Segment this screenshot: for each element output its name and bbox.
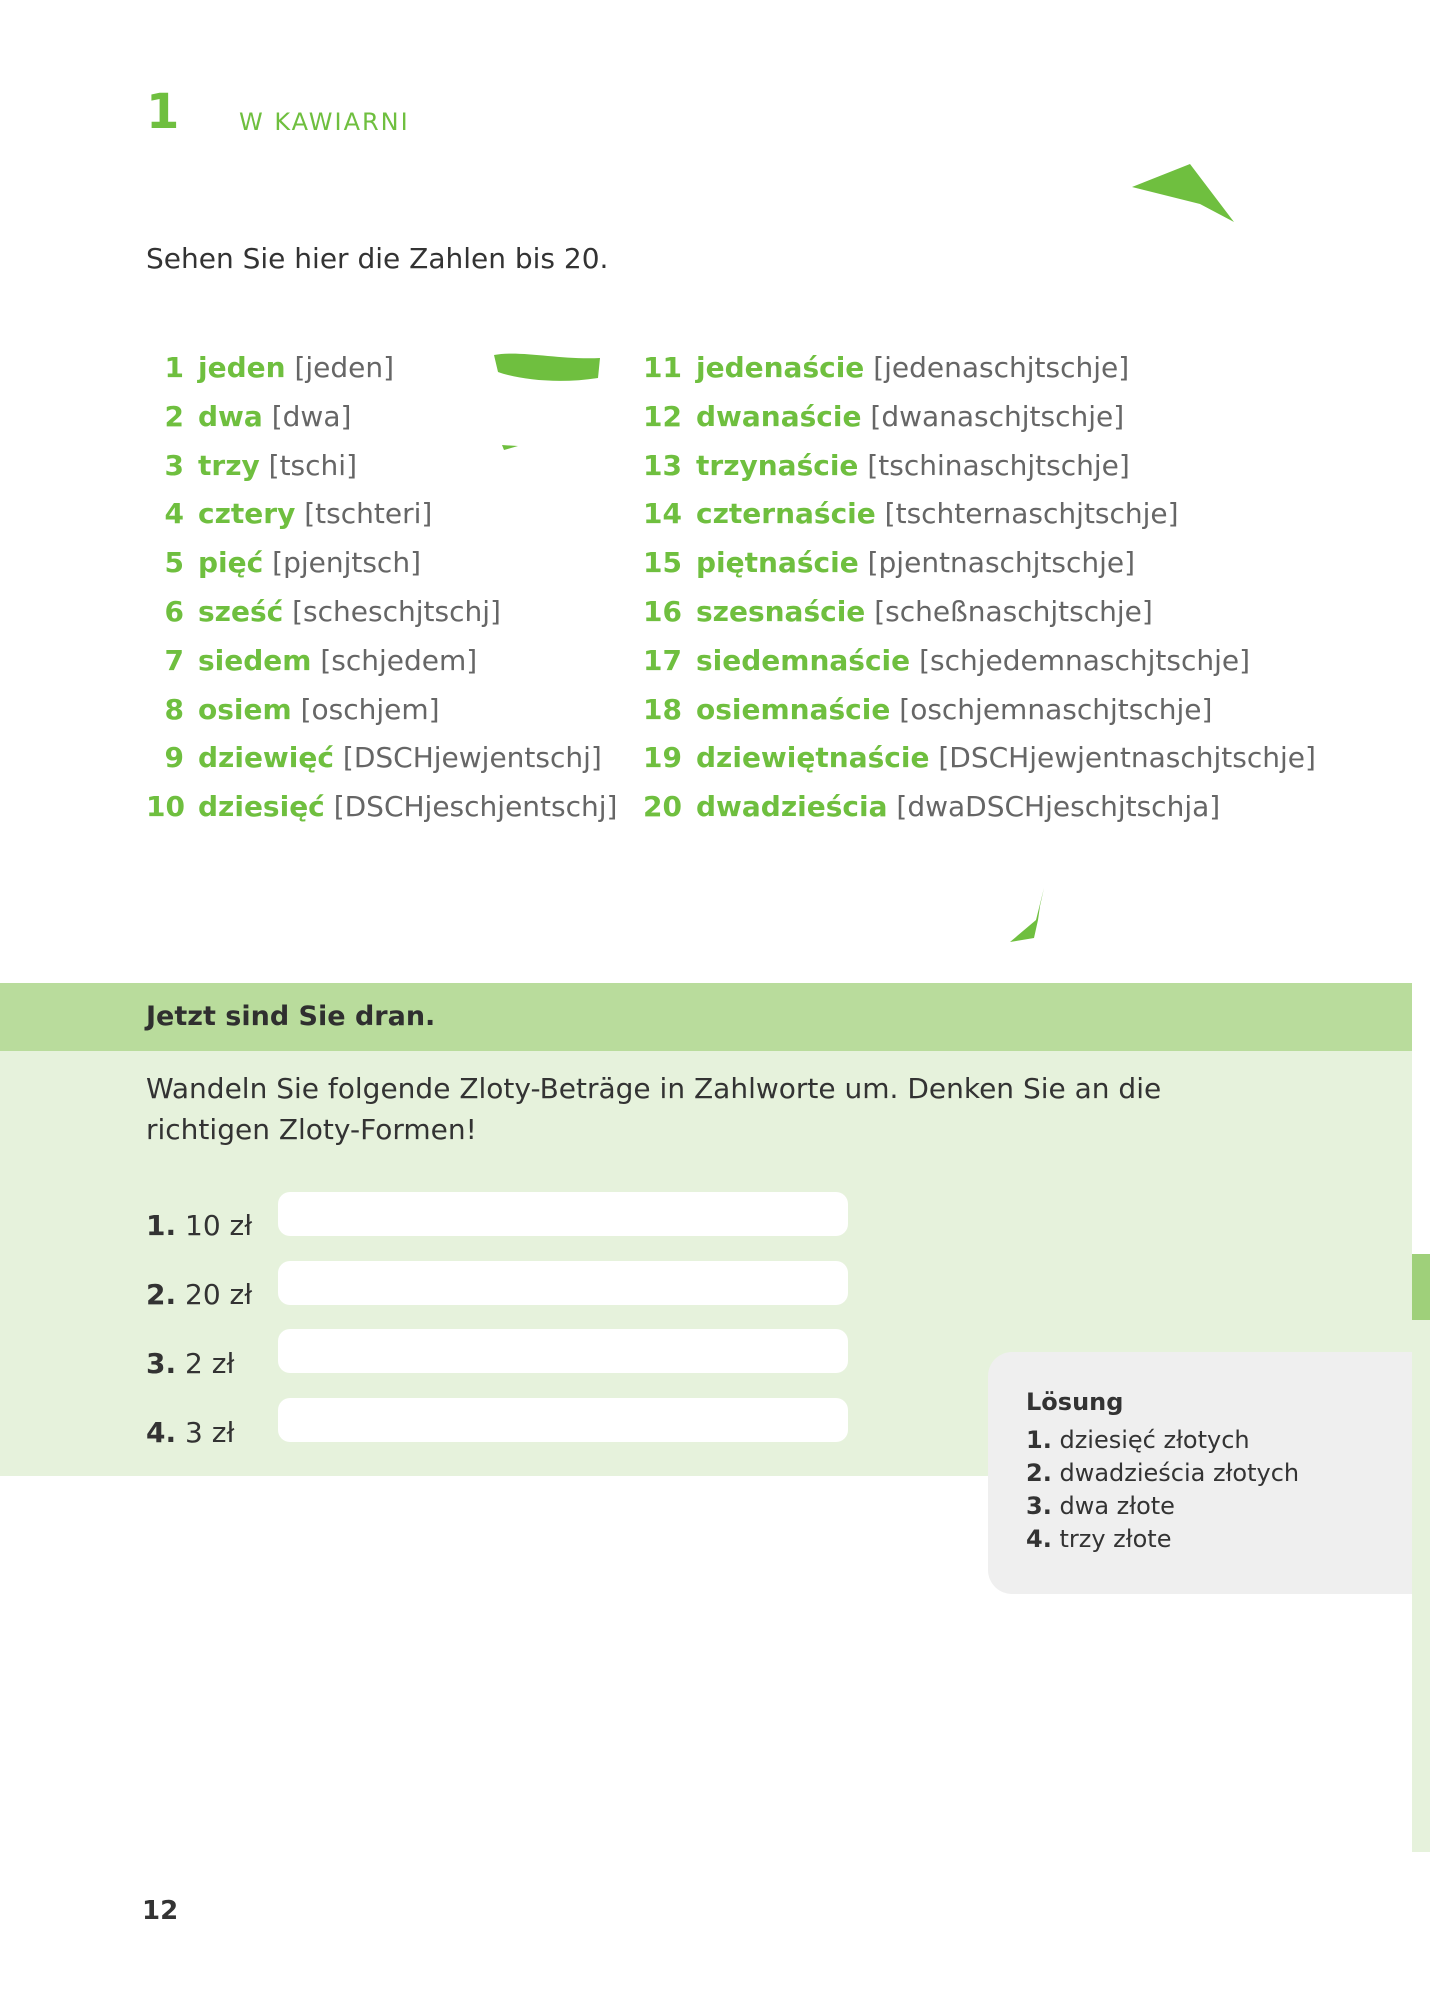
number: 13: [643, 448, 682, 482]
polish-word: dwadzieścia: [696, 790, 888, 824]
exercise-header-band: [0, 983, 1412, 1051]
polish-word: dwa: [198, 399, 263, 433]
polish-word: pięć: [198, 546, 264, 580]
pronunciation: [dwaDSCHjeschjtschja]: [896, 790, 1221, 824]
chapter-side-tab: [1412, 1320, 1430, 1852]
polish-word: osiem: [198, 692, 292, 726]
number: 19: [643, 741, 682, 775]
pronunciation: [schjedem]: [320, 643, 478, 677]
page-number: 12: [142, 1896, 179, 1926]
number: 14: [643, 497, 682, 531]
number-row: [640, 399, 1316, 448]
number: 3: [164, 448, 184, 482]
solution-box: [988, 1352, 1412, 1594]
number: 11: [643, 351, 682, 384]
exercise-item-number: 3.: [146, 1347, 177, 1380]
number-row: [640, 692, 1316, 741]
polish-word: jedenaście: [696, 351, 865, 384]
number: 20: [643, 790, 682, 824]
exercise-item-label: [146, 1278, 253, 1311]
polish-word: cztery: [198, 497, 296, 531]
answer-field-3[interactable]: [278, 1329, 848, 1373]
number-row: [640, 448, 1316, 497]
number: 1: [164, 351, 184, 384]
number-row: [640, 789, 1316, 838]
pronunciation: [pjenjtsch]: [272, 546, 421, 580]
pronunciation: [DSCHjeschjentschj]: [333, 790, 618, 824]
polish-word: dziesięć: [198, 790, 325, 824]
solution-item-number: 2.: [1026, 1459, 1052, 1487]
solution-item: [1026, 1457, 1412, 1490]
solution-item: [1026, 1424, 1412, 1457]
pronunciation: [scheschjtschj]: [292, 594, 501, 628]
number: 16: [643, 594, 682, 628]
pronunciation: [oschjem]: [300, 692, 440, 726]
polish-word: siedemnaście: [696, 643, 911, 677]
chapter-title: W KAWIARNI: [239, 108, 410, 136]
polish-word: osiemnaście: [696, 692, 891, 726]
solution-title: Lösung: [1026, 1388, 1124, 1416]
pronunciation: [tschternaschjtschje]: [884, 497, 1179, 531]
chapter-side-tab-marker: [1412, 1254, 1430, 1320]
polish-word: siedem: [198, 643, 312, 677]
exercise-item-number: 4.: [146, 1416, 177, 1449]
exercise-item-label: [146, 1416, 235, 1449]
number-row: [640, 545, 1316, 594]
number-row: [146, 594, 617, 643]
polish-word: szesnaście: [696, 594, 866, 628]
number-row: [640, 594, 1316, 643]
number: 10: [146, 790, 185, 824]
exercise-item-label: [146, 1347, 235, 1380]
pronunciation: [jeden]: [294, 351, 395, 384]
pronunciation: [DSCHjewjentnaschjtschje]: [938, 741, 1316, 775]
exercise-heading: Jetzt sind Sie dran.: [146, 1001, 436, 1032]
solution-item-text: dwa złote: [1059, 1492, 1175, 1520]
polish-word: sześć: [198, 594, 284, 628]
pronunciation: [schjedemnaschjtschje]: [919, 643, 1251, 677]
solution-item-text: dziesięć złotych: [1059, 1426, 1250, 1454]
number-row: [640, 643, 1316, 692]
pronunciation: [pjentnaschjtschje]: [867, 546, 1136, 580]
exercise-item-label: [146, 1209, 253, 1242]
pronunciation: [scheßnaschjtschje]: [874, 594, 1153, 628]
pronunciation: [tschi]: [268, 448, 357, 482]
number-row: [146, 350, 617, 399]
solution-item: [1026, 1523, 1412, 1556]
number: 5: [164, 546, 184, 580]
number-row: [146, 789, 617, 838]
exercise-item-amount: 2 zł: [185, 1347, 235, 1380]
polish-word: dwanaście: [696, 399, 862, 433]
pronunciation: [tschinaschjtschje]: [867, 448, 1130, 482]
polish-word: piętnaście: [696, 546, 859, 580]
exercise-item-amount: 10 zł: [185, 1209, 253, 1242]
pronunciation: [tschteri]: [304, 497, 433, 531]
number: 9: [164, 741, 184, 775]
pronunciation: [dwa]: [271, 399, 352, 433]
number: 7: [164, 643, 184, 677]
polish-word: dziewięć: [198, 741, 334, 775]
exercise-item-amount: 20 zł: [185, 1278, 253, 1311]
number: 6: [164, 594, 184, 628]
polish-word: dziewiętnaście: [696, 741, 930, 775]
solution-item-text: trzy złote: [1059, 1525, 1172, 1553]
number: 17: [643, 643, 682, 677]
intro-text: Sehen Sie hier die Zahlen bis 20.: [146, 242, 609, 275]
chapter-number: 1: [146, 84, 180, 140]
polish-word: trzy: [198, 448, 260, 482]
number: 12: [643, 399, 682, 433]
number-row: [146, 643, 617, 692]
brush-stroke-triangle: [1132, 164, 1234, 222]
polish-word: trzynaście: [696, 448, 859, 482]
pronunciation: [jedenaschjtschje]: [873, 351, 1130, 384]
number-row: [640, 740, 1316, 789]
solution-item-text: dwadzieścia złotych: [1059, 1459, 1300, 1487]
solution-item-number: 4.: [1026, 1525, 1052, 1553]
number: 8: [164, 692, 184, 726]
solution-item: [1026, 1490, 1412, 1523]
number-row: [146, 399, 617, 448]
number: 15: [643, 546, 682, 580]
numbers-list-left: [146, 350, 617, 838]
solution-item-number: 3.: [1026, 1492, 1052, 1520]
polish-word: czternaście: [696, 497, 876, 531]
number-row: [146, 496, 617, 545]
pronunciation: [DSCHjewjentschj]: [342, 741, 602, 775]
numbers-list-right: [640, 350, 1316, 838]
number: 18: [643, 692, 682, 726]
pronunciation: [dwanaschjtschje]: [870, 399, 1125, 433]
answer-field-2[interactable]: [278, 1261, 848, 1305]
exercise-item-amount: 3 zł: [185, 1416, 235, 1449]
solution-item-number: 1.: [1026, 1426, 1052, 1454]
exercise-item-number: 2.: [146, 1278, 177, 1311]
number-row: [146, 692, 617, 741]
number-row: [146, 740, 617, 789]
number-row: [146, 545, 617, 594]
number-row: [146, 448, 617, 497]
number-row: [640, 496, 1316, 545]
answer-field-1[interactable]: [278, 1192, 848, 1236]
number-row: [640, 350, 1316, 399]
brush-stroke-slash: [1010, 888, 1044, 942]
number: 4: [164, 497, 184, 531]
exercise-item-number: 1.: [146, 1209, 177, 1242]
polish-word: jeden: [198, 351, 286, 384]
exercise-instruction: Wandeln Sie folgende Zloty-Beträge in Zahlworte um. Denken Sie an die richtigen Zloty-Formen!: [146, 1072, 1162, 1146]
pronunciation: [oschjemnaschjtschje]: [899, 692, 1213, 726]
number: 2: [164, 399, 184, 433]
answer-field-4[interactable]: [278, 1398, 848, 1442]
